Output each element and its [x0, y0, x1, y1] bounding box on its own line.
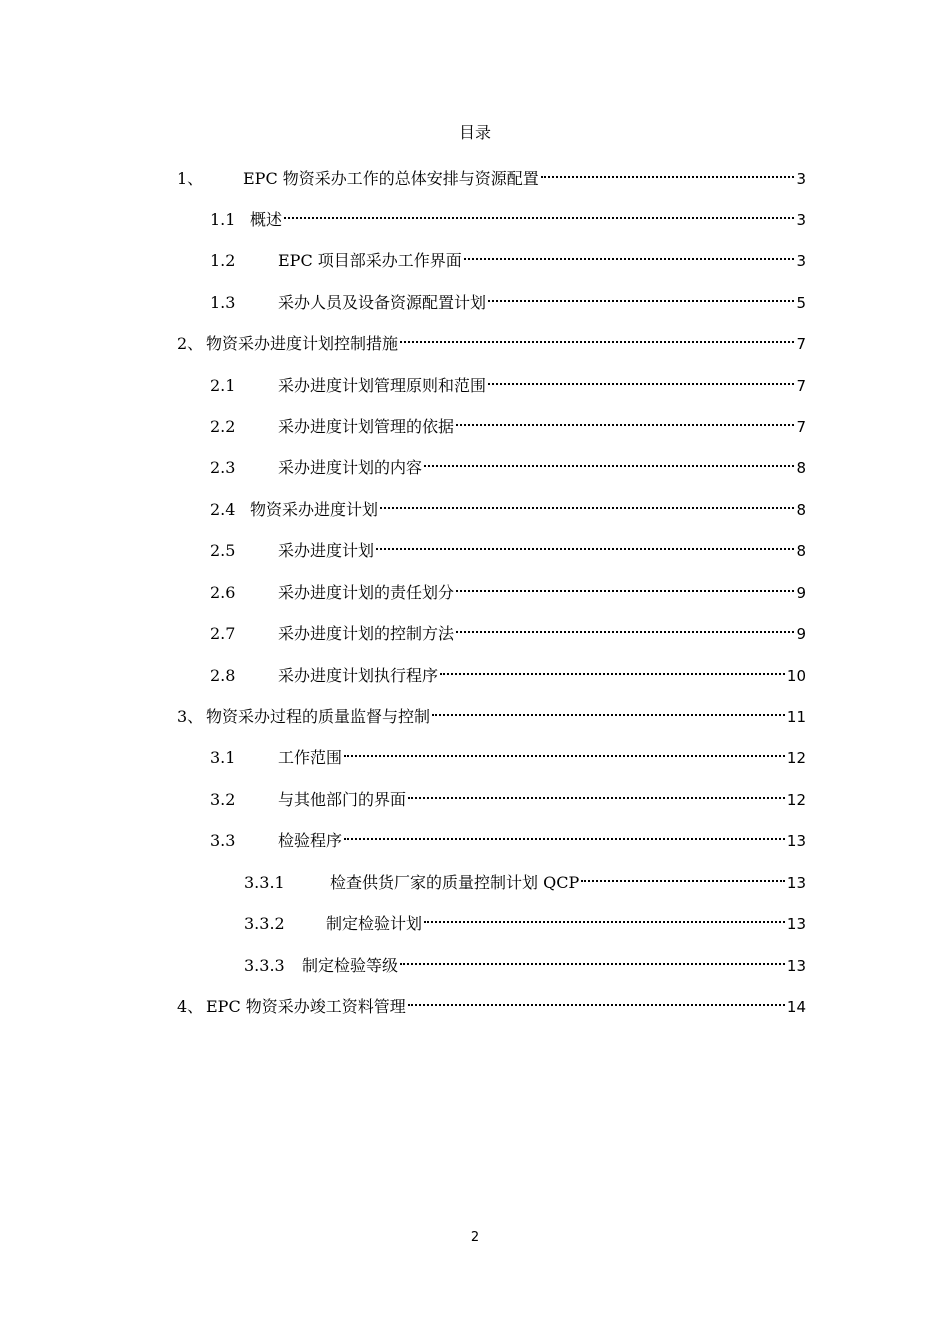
toc-dot-leader: [408, 797, 785, 799]
toc-dot-leader: [424, 465, 794, 467]
toc-entry-number: 4、: [177, 997, 204, 1016]
toc-entry-page: 11: [786, 708, 806, 726]
toc-entry[interactable]: [210, 415, 806, 439]
toc-entry-page: 13: [786, 957, 806, 975]
toc-entry-title: 采办进度计划: [278, 541, 375, 560]
toc-entry-title: 物资采办进度计划控制措施: [206, 334, 399, 353]
toc-dot-leader: [488, 383, 794, 385]
toc-entry-page: 13: [786, 874, 806, 892]
toc-entry-title: 采办进度计划执行程序: [278, 666, 439, 685]
toc-entry-number: 3.1: [210, 748, 236, 767]
toc-entry-page: 12: [786, 749, 806, 767]
toc-entry[interactable]: [210, 788, 806, 812]
toc-dot-leader: [344, 755, 785, 757]
toc-entry-title: EPC 项目部采办工作界面: [278, 251, 462, 270]
toc-entry-page: 9: [796, 625, 806, 643]
toc-entry-page: 13: [786, 832, 806, 850]
toc-entry-number: 2.7: [210, 624, 236, 643]
toc-entry-page: 14: [786, 998, 806, 1016]
toc-entry[interactable]: [177, 995, 806, 1019]
toc-entry-page: 13: [786, 915, 806, 933]
toc-dot-leader: [432, 714, 785, 716]
toc-entry-number: 3.2: [210, 790, 236, 809]
toc-entry-title: 采办进度计划的责任划分: [278, 583, 455, 602]
toc-entry-number: 2.3: [210, 458, 236, 477]
toc-entry-page: 3: [796, 211, 806, 229]
toc-dot-leader: [376, 548, 794, 550]
toc-dot-leader: [456, 424, 794, 426]
toc-dot-leader: [456, 590, 794, 592]
toc-dot-leader: [541, 176, 795, 178]
toc-dot-leader: [408, 1004, 785, 1006]
toc-entry[interactable]: [210, 208, 806, 232]
toc-entry-number: 2.5: [210, 541, 236, 560]
toc-entry-title: EPC 物资采办工作的总体安排与资源配置: [243, 169, 539, 188]
toc-entry-page: 10: [786, 667, 806, 685]
toc-entry-title: 采办进度计划的控制方法: [278, 624, 455, 643]
toc-entry-number: 1、: [177, 169, 204, 188]
toc-dot-leader: [424, 921, 785, 923]
toc-dot-leader: [344, 838, 785, 840]
toc-entry-number: 2、: [177, 334, 204, 353]
toc-entry[interactable]: [210, 539, 806, 563]
toc-entry-title: 采办人员及设备资源配置计划: [278, 293, 487, 312]
toc-entry-number: 3、: [177, 707, 204, 726]
toc-entry-page: 7: [796, 418, 806, 436]
toc-entry-number: 3.3: [210, 831, 236, 850]
toc-entry-number: 1.3: [210, 293, 236, 312]
toc-entry-page: 8: [796, 501, 806, 519]
toc-entry-title: 物资采办进度计划: [250, 500, 379, 519]
toc-entry-title: 采办进度计划的内容: [278, 458, 423, 477]
toc-entry-number: 2.2: [210, 417, 236, 436]
toc-entry[interactable]: [210, 498, 806, 522]
toc-entry-title: EPC 物资采办竣工资料管理: [206, 997, 406, 1016]
toc-entry-title: 与其他部门的界面: [278, 790, 407, 809]
toc-entry-page: 5: [796, 294, 806, 312]
toc-dot-leader: [488, 300, 794, 302]
toc-entry[interactable]: [177, 705, 806, 729]
toc-entry-page: 8: [796, 542, 806, 560]
toc-entry-page: 7: [796, 335, 806, 353]
toc-entry-title: 采办进度计划管理的依据: [278, 417, 455, 436]
toc-entry-number: 3.3.3: [244, 956, 285, 975]
toc-dot-leader: [581, 880, 785, 882]
page-number: 2: [470, 1230, 480, 1245]
toc-dot-leader: [400, 341, 794, 343]
toc-entry-number: 2.4: [210, 500, 236, 519]
toc-entry-page: 7: [796, 377, 806, 395]
toc-entry[interactable]: [210, 456, 806, 480]
toc-entry[interactable]: [210, 829, 806, 853]
toc-entry-page: 8: [796, 459, 806, 477]
toc-entry[interactable]: [177, 332, 806, 356]
toc-entry-number: 1.2: [210, 251, 236, 270]
toc-dot-leader: [456, 631, 794, 633]
toc-entry-page: 9: [796, 584, 806, 602]
toc-dot-leader: [400, 963, 785, 965]
toc-entry-number: 3.3.1: [244, 873, 285, 892]
toc-entry-title: 制定检验等级: [302, 956, 399, 975]
toc-entry-page: 3: [796, 170, 806, 188]
toc-entry[interactable]: [244, 912, 806, 936]
toc-entry-number: 2.6: [210, 583, 236, 602]
toc-entry[interactable]: [244, 954, 806, 978]
toc-entry-title: 概述: [250, 210, 283, 229]
toc-entry-number: 2.1: [210, 376, 236, 395]
toc-entry-title: 制定检验计划: [326, 914, 423, 933]
toc-entry-title: 检查供货厂家的质量控制计划 QCP: [330, 873, 580, 892]
toc-entry[interactable]: [210, 374, 806, 398]
toc-dot-leader: [440, 673, 785, 675]
toc-entry-title: 工作范围: [278, 748, 343, 767]
toc-entry[interactable]: [210, 664, 806, 688]
toc-entry[interactable]: [210, 291, 806, 315]
toc-entry[interactable]: [210, 622, 806, 646]
toc-entry[interactable]: [210, 249, 806, 273]
toc-entry[interactable]: [177, 167, 806, 191]
toc-entry-title: 采办进度计划管理原则和范围: [278, 376, 487, 395]
toc-dot-leader: [284, 217, 794, 219]
page-title: 目录: [458, 123, 491, 142]
toc-entry[interactable]: [210, 746, 806, 770]
toc-entry[interactable]: [210, 581, 806, 605]
toc-entry-number: 3.3.2: [244, 914, 285, 933]
toc-dot-leader: [380, 507, 794, 509]
toc-entry-title: 检验程序: [278, 831, 343, 850]
toc-entry-number: 1.1: [210, 210, 236, 229]
toc-entry[interactable]: [244, 871, 806, 895]
toc-dot-leader: [464, 258, 795, 260]
toc-entry-page: 3: [796, 252, 806, 270]
toc-entry-title: 物资采办过程的质量监督与控制: [206, 707, 431, 726]
toc-entry-page: 12: [786, 791, 806, 809]
toc-entry-number: 2.8: [210, 666, 236, 685]
